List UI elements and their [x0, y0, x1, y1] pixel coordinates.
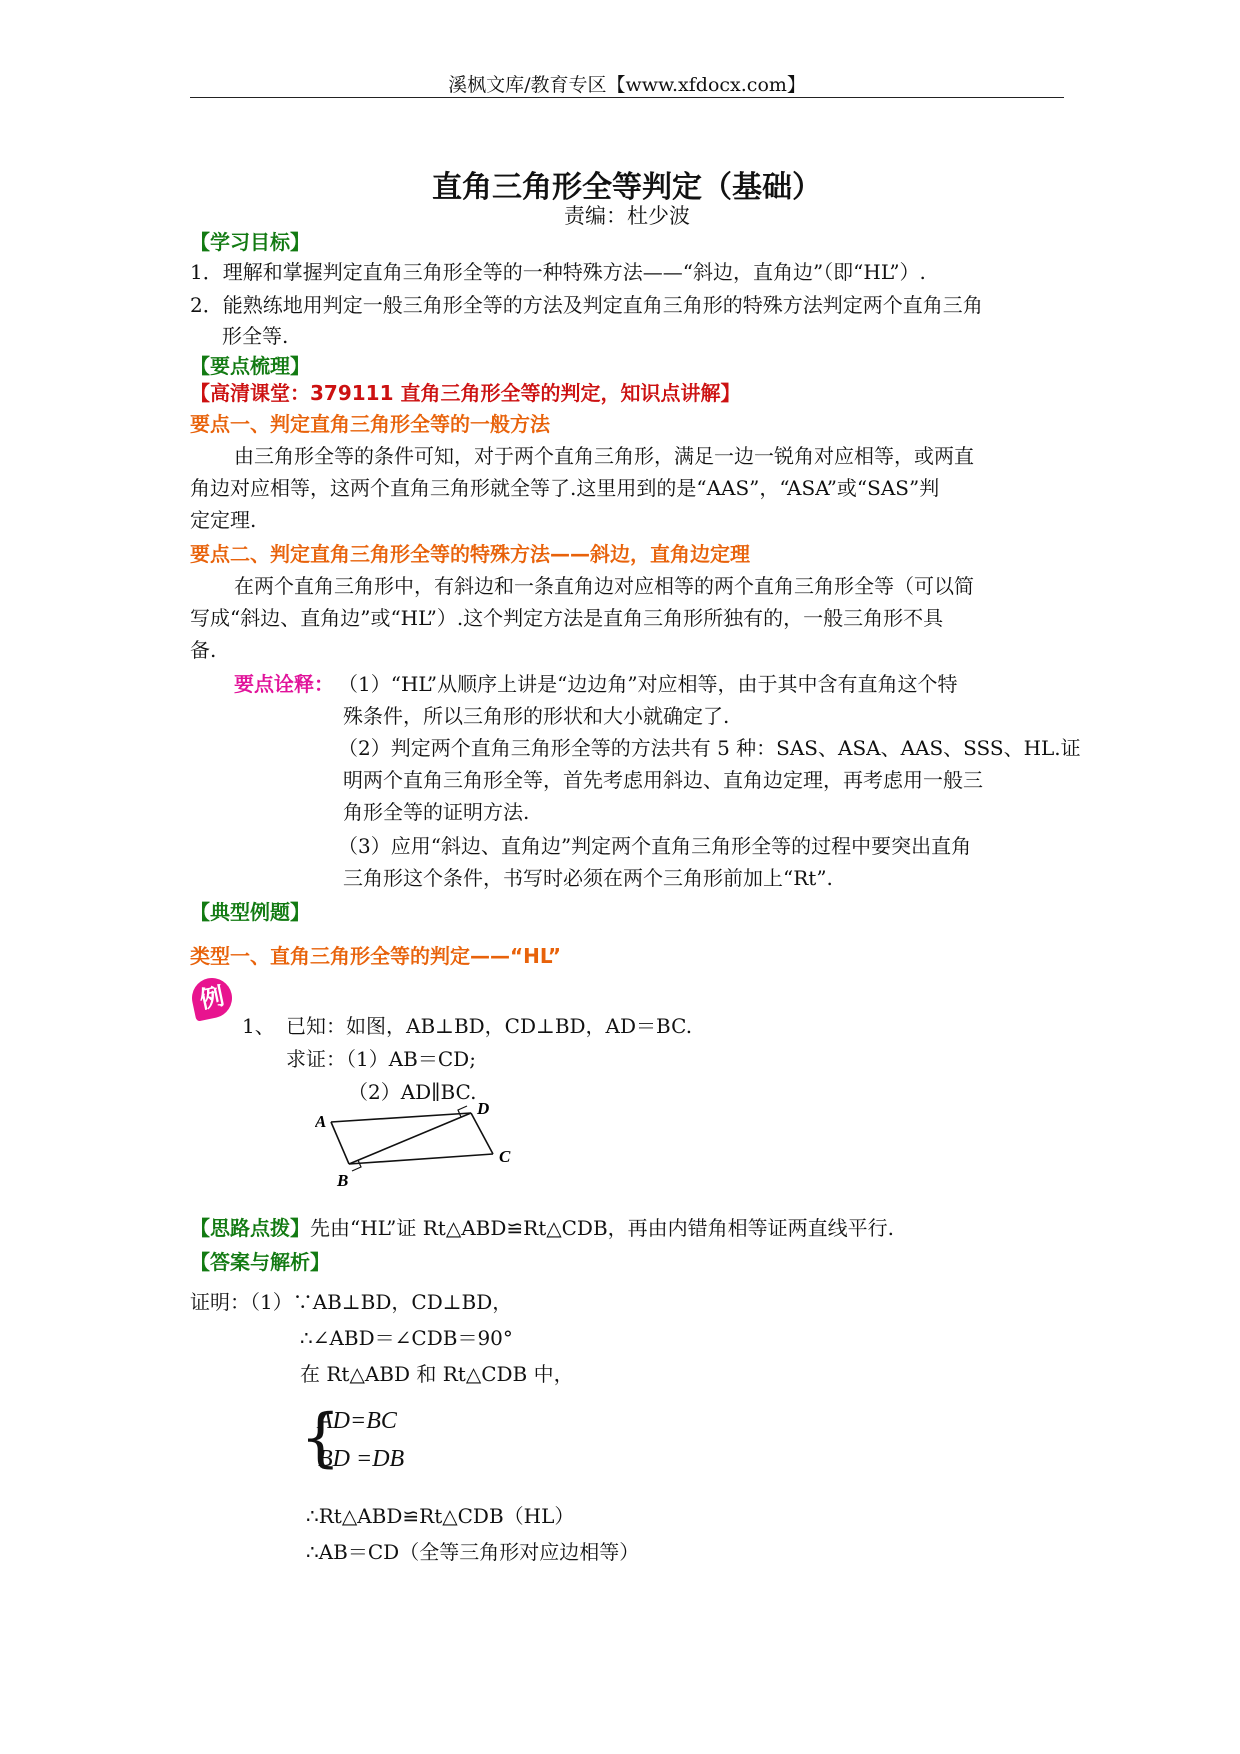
doc-title: 直角三角形全等判定（基础）: [432, 170, 822, 205]
segment-ab: [331, 1122, 349, 1164]
header-divider: [190, 97, 1064, 98]
note-2-line2: 明两个直角三角形全等，首先考虑用斜边、直角边定理，再考虑用一般三: [343, 768, 983, 792]
proof-line-5: ∴AB＝CD（全等三角形对应边相等）: [306, 1540, 640, 1564]
point-1-line2: 角边对应相等，这两个直角三角形就全等了.这里用到的是“AAS”，“ASA”或“SAS”判: [190, 476, 940, 500]
proof-line-4: ∴Rt△ABD≌Rt△CDB（HL）: [306, 1504, 575, 1528]
note-3-line2: 三角形这个条件，书写时必须在两个三角形前加上“Rt”.: [343, 866, 833, 890]
note-2-line3: 角形全等的证明方法.: [343, 800, 530, 824]
goal-1: 1．理解和掌握判定直角三角形全等的一种特殊方法——“斜边，直角边”（即“HL”）.: [190, 260, 926, 284]
section-answer: 【答案与解析】: [190, 1250, 330, 1274]
note-1-line2: 殊条件，所以三角形的形状和大小就确定了.: [343, 704, 730, 728]
proof-line-1: 证明：（1）∵AB⊥BD，CD⊥BD，: [190, 1290, 513, 1314]
video-link[interactable]: 【高清课堂：379111 直角三角形全等的判定，知识点讲解】: [190, 381, 741, 405]
label-c: C: [499, 1147, 511, 1166]
equation-1: AD=BC: [318, 1408, 397, 1434]
point-2-line2: 写成“斜边、直角边”或“HL”）.这个判定方法是直角三角形所独有的，一般三角形不具: [190, 606, 944, 630]
equation-2: BD =DB: [318, 1446, 405, 1472]
example-prove-2: （2）AD∥BC.: [348, 1080, 477, 1104]
proof-line-3: 在 Rt△ABD 和 Rt△CDB 中，: [300, 1362, 574, 1386]
note-3-line1: （3）应用“斜边、直角边”判定两个直角三角形全等的过程中要突出直角: [338, 834, 972, 858]
note-label: 要点诠释：: [234, 672, 334, 696]
section-examples: 【典型例题】: [190, 900, 310, 924]
type-1-heading: 类型一、直角三角形全等的判定——“HL”: [190, 944, 561, 968]
example-given: 已知：如图，AB⊥BD，CD⊥BD，AD＝BC.: [286, 1014, 693, 1038]
goal-2-line1: 2．能熟练地用判定一般三角形全等的方法及判定直角三角形的特殊方法判定两个直角三角: [190, 293, 983, 317]
system-brace: {: [300, 1401, 341, 1475]
quadrilateral-figure: [315, 1100, 525, 1192]
note-2-line1: （2）判定两个直角三角形全等的方法共有 5 种：SAS、ASA、AAS、SSS、HL.证: [338, 736, 1081, 760]
section-points: 【要点梳理】: [190, 354, 310, 378]
point-1-heading: 要点一、判定直角三角形全等的一般方法: [190, 412, 550, 436]
hint-text: 先由“HL”证 Rt△ABD≌Rt△CDB，再由内错角相等证两直线平行.: [310, 1216, 895, 1240]
label-d: D: [477, 1100, 490, 1118]
point-2-heading: 要点二、判定直角三角形全等的特殊方法——斜边，直角边定理: [190, 542, 750, 566]
point-2-line1: 在两个直角三角形中，有斜边和一条直角边对应相等的两个直角三角形全等（可以简: [234, 574, 974, 598]
page-header: 溪枫文库/教育专区【www.xfdocx.com】: [448, 74, 806, 96]
hint-row: [190, 1212, 894, 1241]
label-b: B: [337, 1171, 349, 1190]
proof-line-2: ∴∠ABD＝∠CDB＝90°: [300, 1326, 513, 1350]
label-a: A: [315, 1112, 327, 1131]
point-1-line3: 定定理.: [190, 508, 257, 532]
goal-2-line2: 形全等.: [222, 324, 289, 348]
section-goals: 【学习目标】: [190, 230, 310, 254]
note-1-line1: （1）“HL”从顺序上讲是“边边角”对应相等，由于其中含有直角这个特: [338, 672, 958, 696]
segment-ad: [331, 1113, 471, 1122]
point-2-line3: 备.: [190, 638, 217, 662]
example-number: 1、: [242, 1014, 275, 1038]
hint-label: 【思路点拨】: [190, 1216, 310, 1240]
segment-cd: [471, 1113, 493, 1154]
example-prove-1: 求证：（1）AB＝CD;: [286, 1047, 476, 1071]
doc-editor: 责编：杜少波: [564, 204, 690, 228]
point-1-line1: 由三角形全等的条件可知，对于两个直角三角形，满足一边一锐角对应相等，或两直: [234, 444, 974, 468]
example-badge-icon: 例: [188, 974, 235, 1021]
